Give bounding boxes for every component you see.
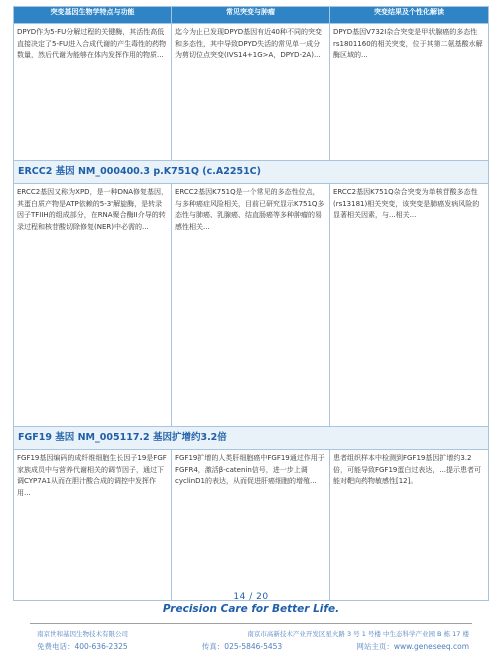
footer-company-row — [37, 629, 469, 638]
gene-report-table — [13, 6, 489, 601]
dpyd-mutation-text: 迄今为止已发现DPYD基因有近40种不同的突变和多态性，其中导致DPYD失活的常见单一成分为剪切位点突变(IVS14+1G>A，DPYD-2A)... — [172, 24, 330, 160]
table-row-dpyd — [14, 24, 488, 161]
company-name: 南京世和基因生物技术有限公司 — [37, 630, 128, 638]
website-link[interactable]: 网站主页：www.geneseeq.com — [356, 642, 469, 651]
table-row-fgf19 — [14, 450, 488, 600]
ercc2-interpretation-text: ERCC2基因K751Q杂合突变为单核苷酸多态性(rs13181)相关突变，该突变是肺癌发病风险的显著相关因素，与...相关... — [332, 188, 480, 219]
table-header-row — [14, 7, 488, 24]
header-interpretation: 突变结果及个性化解读 — [373, 8, 444, 16]
header-gene-function: 突变基因生物学特点与功能 — [14, 7, 172, 23]
ercc2-mutation-text: ERCC2基因K751Q是一个常见的多态性位点，与多种癌症风险相关，目前已研究显示K751Q多态性与肺癌、乳腺癌、结直肠癌等多种肿瘤的易感性相关... — [172, 184, 330, 426]
fax-number: 传真：025-5846-5453 — [201, 642, 283, 651]
table-row-ercc2 — [14, 184, 488, 427]
fgf19-interpretation-text: 患者组织样本中检测到FGF19基因扩增约3.2倍，可能导致FGF19蛋白过表达，...提示患者可能对靶向药物敏感性[12]。 — [332, 454, 482, 485]
gene-title-ercc2: ERCC2 基因 NM_000400.3 p.K751Q (c.A2251C) — [14, 161, 488, 184]
page-number: 14 / 20 — [233, 592, 269, 602]
footer-contact-row — [37, 641, 469, 652]
page-footer — [0, 592, 502, 615]
ercc2-function-text: ERCC2基因又称为XPD，是一种DNA修复基因，其蛋白质产物是ATP依赖的5-3'解旋酶，是转录因子TFIIH的组成部分，在RNA聚合酶II介导的转录过程和核苷酸切除修复(NER)中必需的... — [14, 184, 172, 426]
dpyd-interpretation-text: DPYD基因V732I杂合突变是甲状腺癌的多态性rs1801160的相关突变，位于其第二氨基酸水解酶区域的... — [332, 28, 483, 59]
fgf19-mutation-text: FGF19扩增的人类肝细胞癌中FGF19通过作用于FGFR4，激活β-catenin信号，进一步上调cyclinD1的表达，从而促进肝癌细胞的增殖... — [172, 450, 330, 600]
company-address: 南京市高新技术产业开发区星火路 3 号 1 号楼 中生态科学产业园 B 栋 17 楼 — [247, 630, 469, 638]
company-slogan: Precision Care for Better Life. — [162, 603, 340, 615]
header-common-mutations: 常见突变与肿瘤 — [172, 7, 330, 23]
gene-title-fgf19: FGF19 基因 NM_005117.2 基因扩增约3.2倍 — [14, 427, 488, 450]
dpyd-function-text: DPYD作为5-FU分解过程的关键酶，其活性高低直接决定了5-FU进入合成代谢的产生毒性的药物数量，然后代谢为能够在体内发挥作用的物质... — [14, 24, 172, 160]
footer-divider — [30, 623, 472, 624]
phone-number: 免费电话：400-636-2325 — [37, 642, 128, 651]
fgf19-function-text: FGF19基因编码的成纤维细胞生长因子19是FGF家族成员中与营养代谢相关的调节因子，通过下调CYP7A1从而在胆汁酸合成的调控中发挥作用... — [14, 450, 172, 600]
